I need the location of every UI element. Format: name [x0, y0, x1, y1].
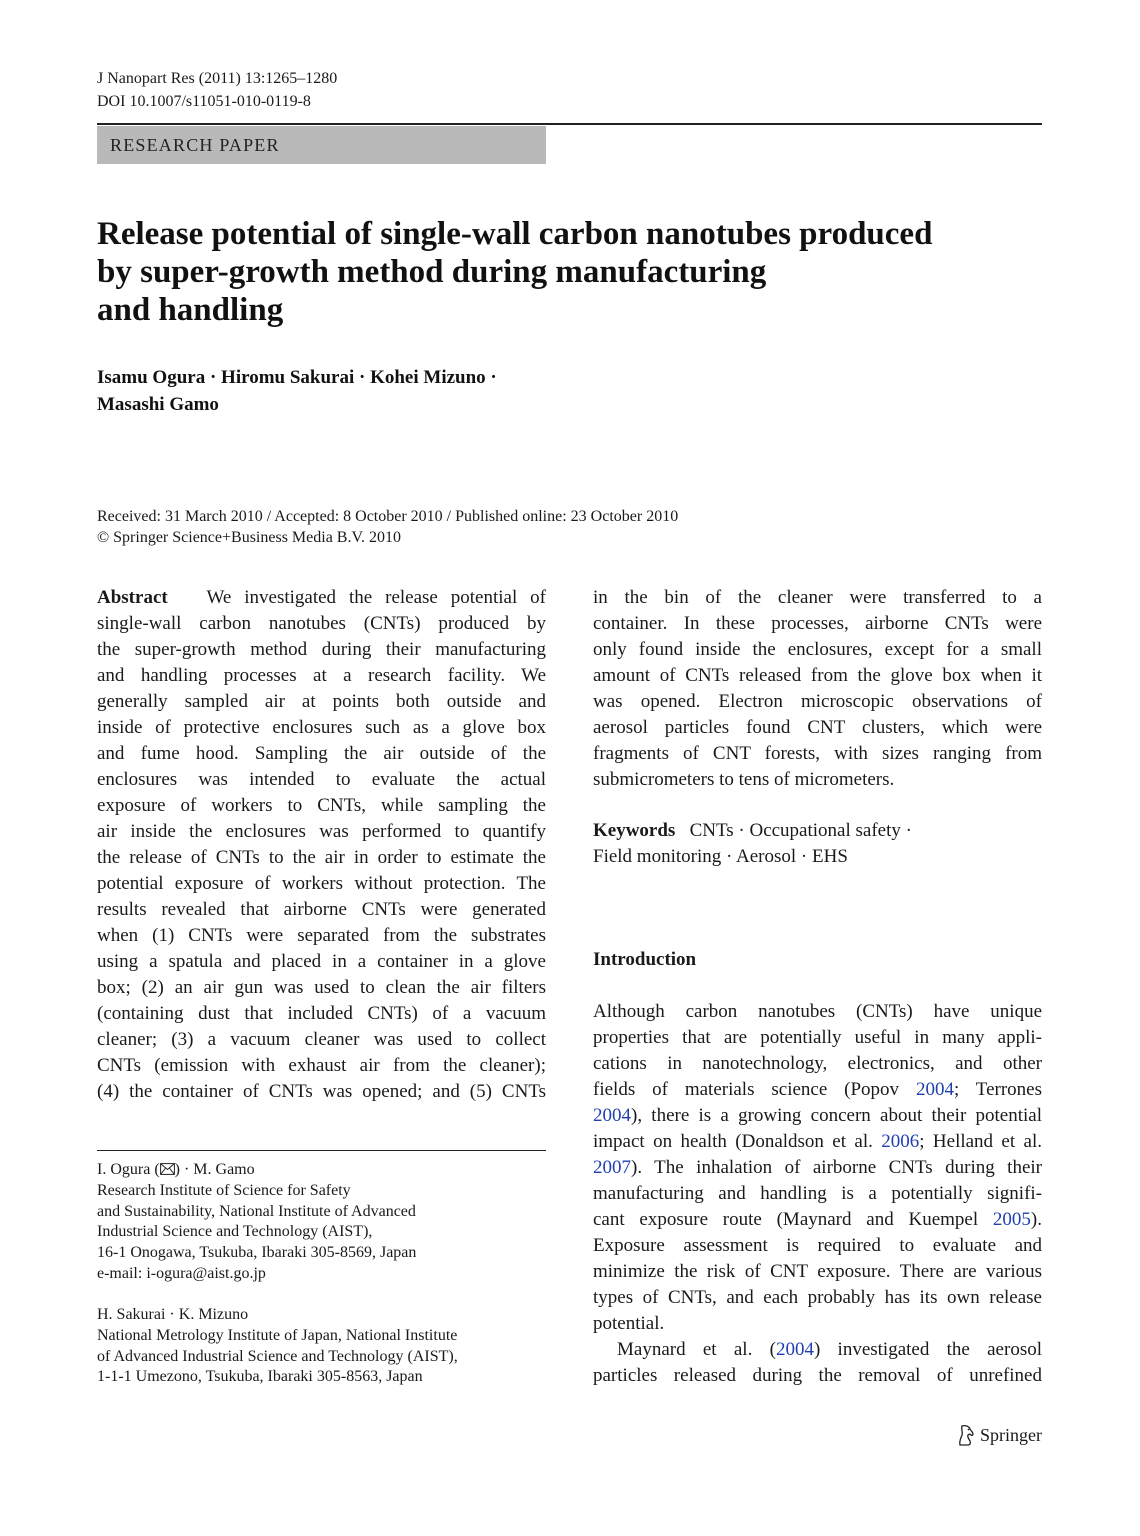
- abstract-line: and fume hood. Sampling the air outside of the: [97, 743, 546, 764]
- publisher-logo: [956, 1424, 1042, 1446]
- journal-reference: J Nanopart Res (2011) 13:1265–1280: [97, 70, 338, 87]
- paragraph-line: cant exposure route (Maynard and Kuempel 2005).: [593, 1209, 1042, 1230]
- citation-link[interactable]: 2004: [915, 1079, 954, 1100]
- affiliation-line: Industrial Science and Technology (AIST),: [97, 1223, 373, 1241]
- paragraph-line: potential.: [593, 1313, 665, 1334]
- abstract-line: aerosol particles found CNT clusters, which were: [593, 717, 1042, 738]
- affiliation-names: H. Sakurai · K. Mizuno: [97, 1306, 249, 1323]
- abstract-line: enclosures was intended to evaluate the actual: [97, 769, 546, 790]
- keywords-line: Keywords CNTs · Occupational safety ·: [593, 820, 912, 841]
- abstract-line: the release of CNTs to the air in order to estimate the: [97, 847, 546, 868]
- paragraph-line: Although carbon nanotubes (CNTs) have unique: [593, 1001, 1042, 1022]
- affiliation-2: [97, 1305, 546, 1388]
- abstract-line: fragments of CNT forests, with sizes ranging from: [593, 743, 1042, 764]
- abstract-line: the super-growth method during their manufacturing: [97, 639, 546, 660]
- affiliation-1: [97, 1160, 546, 1285]
- affiliation-line: National Metrology Institute of Japan, National Institute: [97, 1326, 458, 1344]
- paragraph-line: cations in nanotechnology, electronics, and other: [593, 1053, 1042, 1074]
- paragraph-line: Exposure assessment is required to evaluate and: [593, 1235, 1042, 1256]
- publisher-name: Springer: [980, 1425, 1042, 1445]
- title-line: Release potential of single-wall carbon nanotubes produced: [97, 216, 933, 252]
- abstract-line: results revealed that airborne CNTs were generated: [97, 899, 546, 920]
- abstract-line: inside of protective enclosures such as a glove box: [97, 717, 546, 738]
- abstract-line: air inside the enclosures was performed to quantify: [97, 821, 546, 842]
- paragraph-line: particles released during the removal of unrefined: [593, 1365, 1042, 1386]
- abstract-line: exposure of workers to CNTs, while sampling the: [97, 795, 546, 816]
- abstract-line: cleaner; (3) a vacuum cleaner was used to collect: [97, 1029, 546, 1050]
- affiliation-names: I. Ogura ( ) · M. Gamo: [97, 1161, 255, 1178]
- footnote-rule: [97, 1150, 546, 1151]
- abstract: [97, 585, 546, 1105]
- affiliation-line: and Sustainability, National Institute of Advanced: [97, 1202, 416, 1220]
- citation-link[interactable]: 2006: [881, 1131, 920, 1152]
- paragraph-line: Maynard et al. (2004) investigated the aerosol: [617, 1339, 1042, 1360]
- abstract-line: submicrometers to tens of micrometers.: [593, 769, 895, 790]
- abstract-line: CNTs (emission with exhaust air from the cleaner);: [97, 1055, 546, 1076]
- abstract-line: (containing dust that included CNTs) of a vacuum: [97, 1003, 546, 1024]
- abstract-line: box; (2) an air gun was used to clean the air filters: [97, 977, 546, 998]
- citation-link[interactable]: 2004: [593, 1105, 631, 1126]
- publication-dates: [97, 506, 678, 548]
- paragraph-line: manufacturing and handling is a potentially signifi-: [593, 1183, 1042, 1204]
- abstract-line: was opened. Electron microscopic observations of: [593, 691, 1042, 712]
- abstract-line: single-wall carbon nanotubes (CNTs) produced by: [97, 613, 546, 634]
- copyright: © Springer Science+Business Media B.V. 2010: [97, 529, 401, 546]
- journal-header: [97, 67, 337, 113]
- section-banner: RESEARCH PAPER: [97, 126, 546, 164]
- abstract-line: (4) the container of CNTs was opened; and (5) CNTs: [97, 1081, 546, 1102]
- abstract-line: Abstract We investigated the release potential of: [97, 587, 546, 608]
- affiliation-line: 1-1-1 Umezono, Tsukuba, Ibaraki 305-8563, Japan: [97, 1368, 423, 1386]
- paragraph-line: minimize the risk of CNT exposure. There are various: [593, 1261, 1042, 1282]
- section-heading-introduction: Introduction: [593, 949, 697, 970]
- paragraph-line: fields of materials science (Popov 2004; Terrones: [593, 1079, 1042, 1100]
- paragraph-line: 2004), there is a growing concern about their potential: [593, 1105, 1042, 1126]
- affiliation-line: of Advanced Industrial Science and Technology (AIST),: [97, 1347, 458, 1365]
- paragraph-line: 2007). The inhalation of airborne CNTs during their: [593, 1157, 1042, 1178]
- keywords-line: Field monitoring · Aerosol · EHS: [593, 846, 848, 867]
- abstract-line: when (1) CNTs were separated from the substrates: [97, 925, 546, 946]
- affiliation-line: 16-1 Onogawa, Tsukuba, Ibaraki 305-8569, Japan: [97, 1244, 417, 1262]
- abstract-line: amount of CNTs released from the glove box when it: [593, 665, 1042, 686]
- citation-link[interactable]: 2005: [992, 1209, 1031, 1230]
- abstract-continuation: [593, 585, 1042, 793]
- abstract-line: using a spatula and placed in a container in a glove: [97, 951, 546, 972]
- author-list: [97, 364, 497, 418]
- citation-link[interactable]: 2004: [775, 1339, 814, 1360]
- keywords: [593, 818, 1042, 870]
- envelope-icon: [160, 1163, 175, 1175]
- abstract-line: and handling processes at a research facility. We: [97, 665, 546, 686]
- abstract-label: Abstract: [97, 587, 168, 608]
- springer-horse-icon: [956, 1424, 976, 1446]
- author-line: Masashi Gamo: [97, 394, 219, 415]
- citation-link[interactable]: 2007: [593, 1157, 631, 1178]
- doi: DOI 10.1007/s11051-010-0119-8: [97, 93, 311, 110]
- paragraph-line: properties that are potentially useful in many appli-: [593, 1027, 1042, 1048]
- abstract-line: only found inside the enclosures, except for a small: [593, 639, 1042, 660]
- affiliation-line: Research Institute of Science for Safety: [97, 1181, 351, 1199]
- title-line: and handling: [97, 292, 284, 328]
- history-dates: Received: 31 March 2010 / Accepted: 8 October 2010 / Published online: 23 October 2010: [97, 508, 679, 525]
- abstract-line: container. In these processes, airborne CNTs were: [593, 613, 1042, 634]
- author-line: Isamu Ogura · Hiromu Sakurai · Kohei Mizuno ·: [97, 367, 497, 388]
- keywords-label: Keywords: [593, 820, 676, 841]
- abstract-line: generally sampled air at points both outside and: [97, 691, 546, 712]
- title-line: by super-growth method during manufacturing: [97, 254, 767, 290]
- paragraph-line: types of CNTs, and each probably has its own release: [593, 1287, 1042, 1308]
- abstract-line: in the bin of the cleaner were transferred to a: [593, 587, 1042, 608]
- paper-title: [97, 215, 997, 329]
- introduction-body: [593, 999, 1042, 1389]
- email-link[interactable]: e-mail: i-ogura@aist.go.jp: [97, 1264, 266, 1282]
- paragraph-line: impact on health (Donaldson et al. 2006; Helland et al.: [593, 1131, 1042, 1152]
- abstract-line: potential exposure of workers without protection. The: [97, 873, 546, 894]
- header-rule: [97, 123, 1042, 125]
